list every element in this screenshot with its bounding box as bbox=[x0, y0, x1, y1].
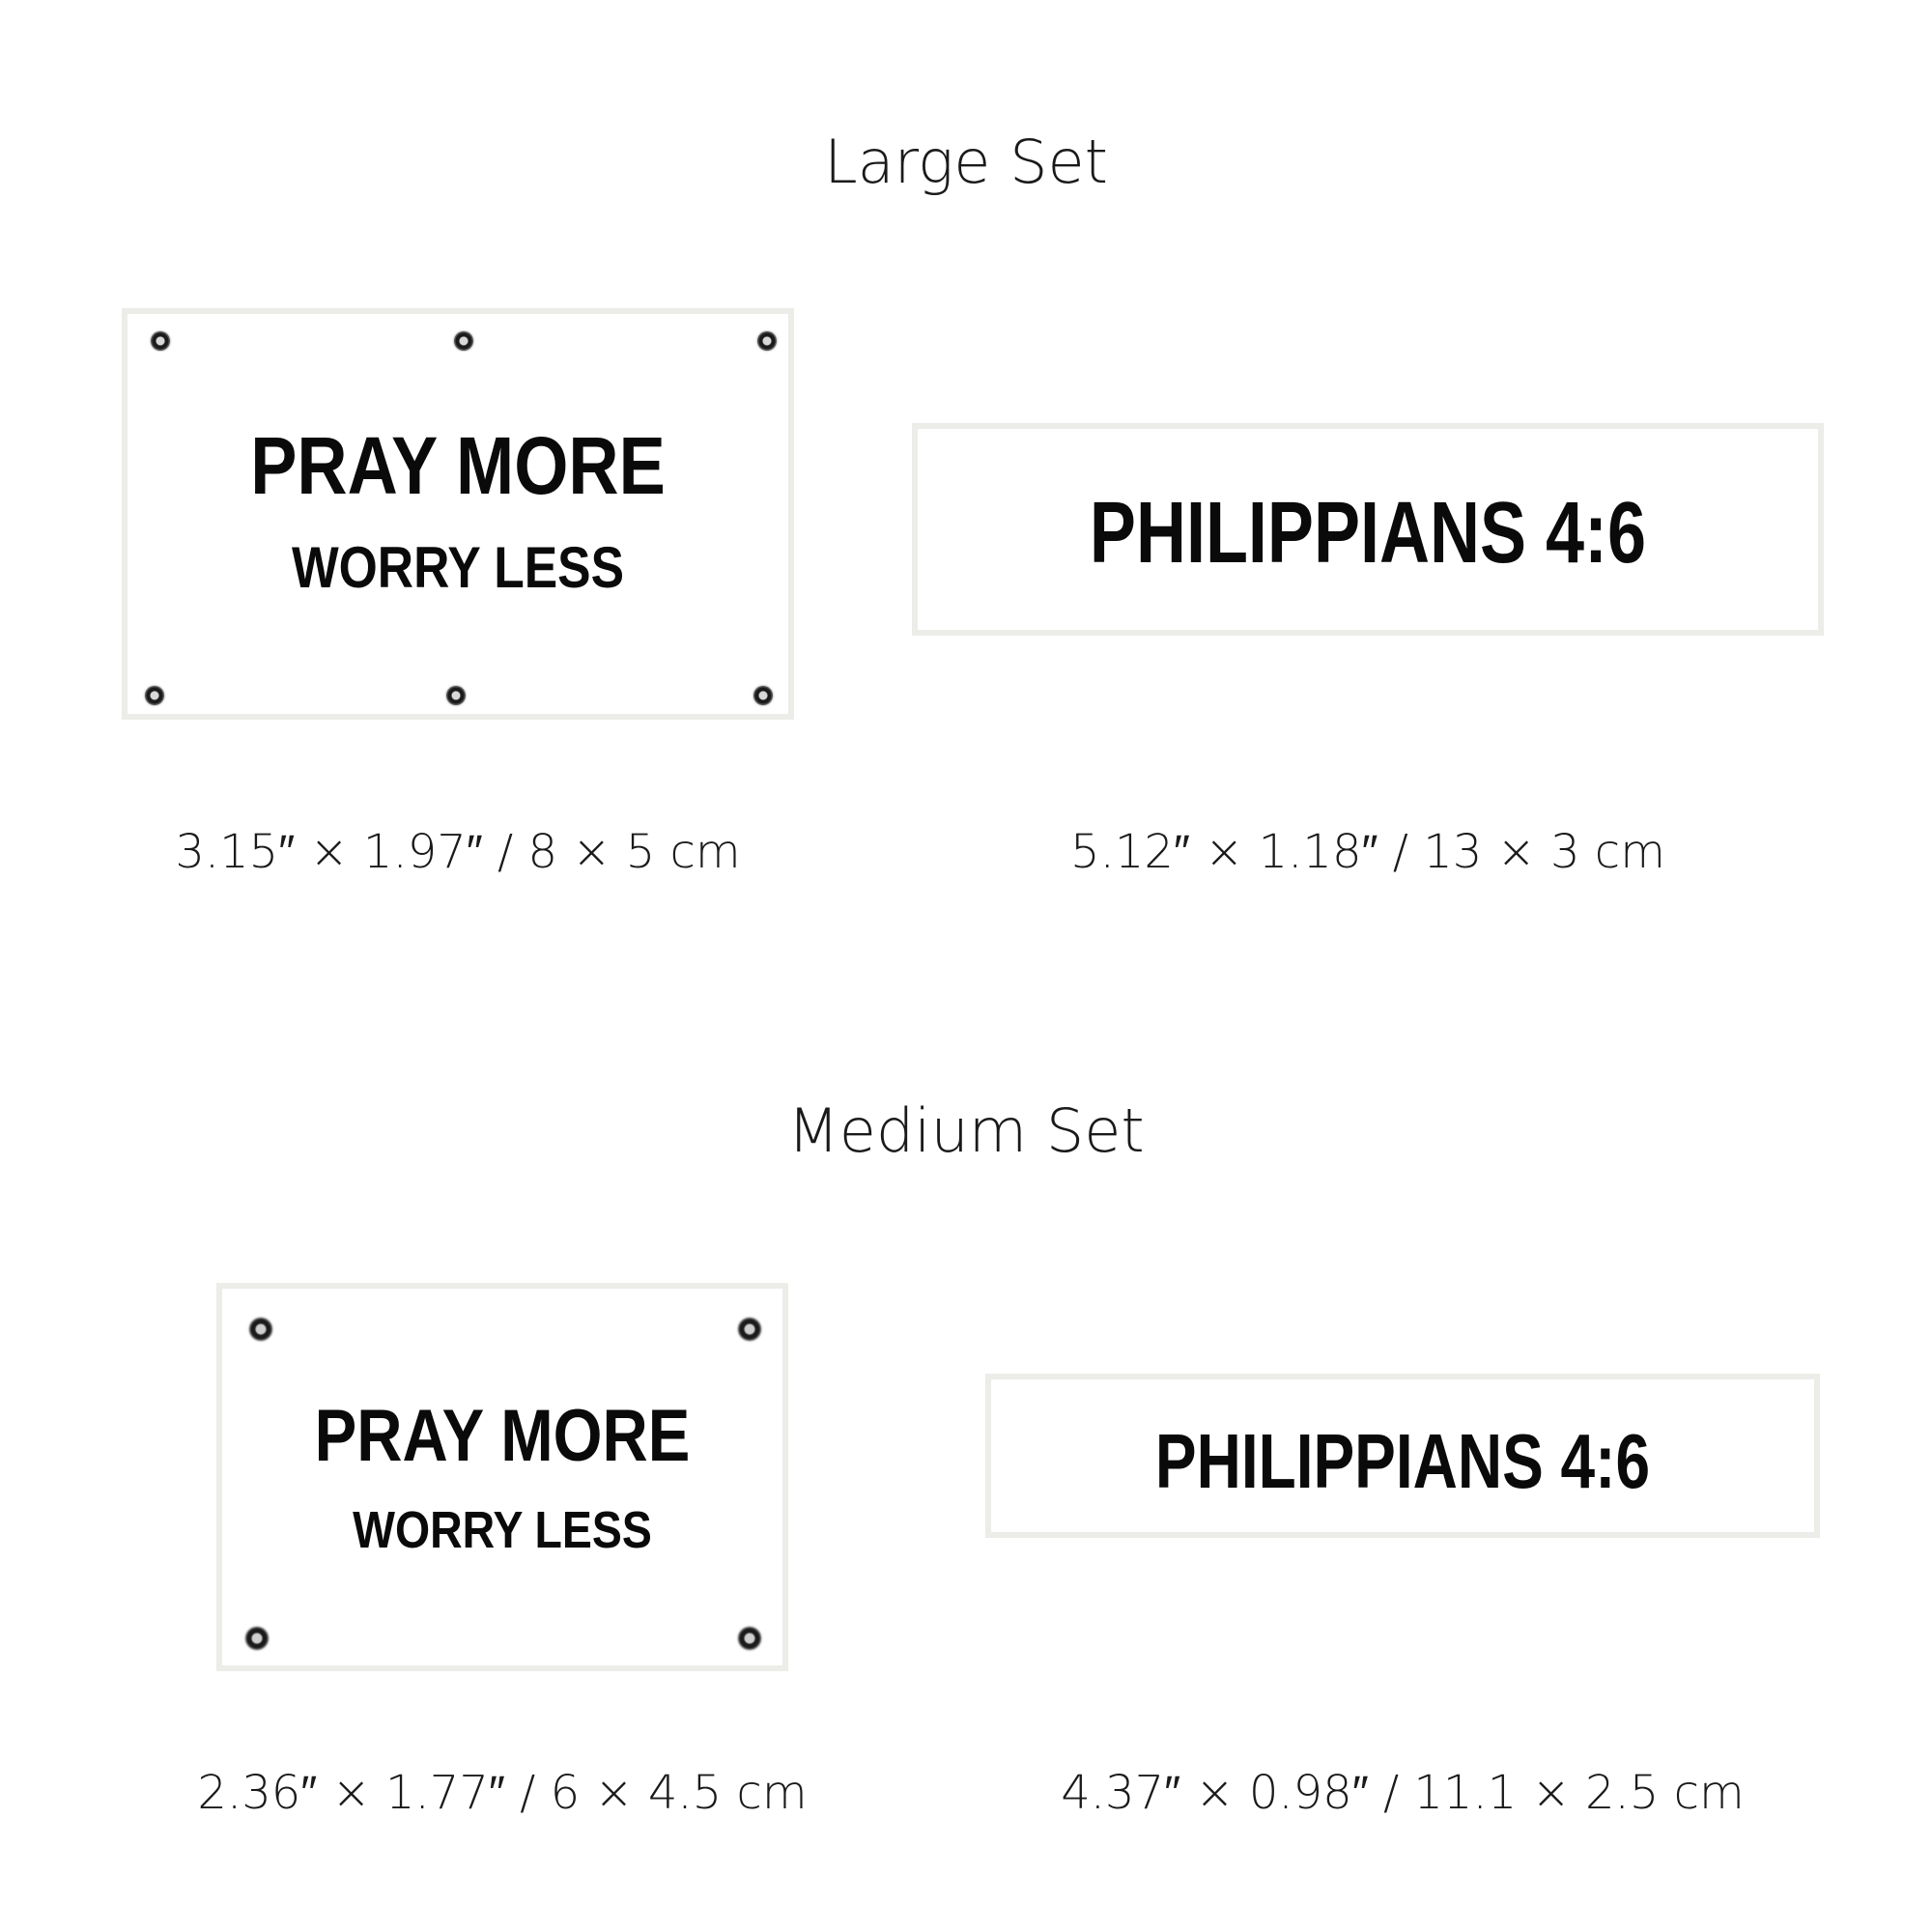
screw-hole-icon bbox=[757, 331, 777, 351]
screw-hole-icon bbox=[446, 686, 466, 705]
plate-line-primary: PRAY MORE bbox=[250, 420, 666, 511]
screw-hole-icon bbox=[249, 1318, 272, 1341]
medium-small-plate-size: 2.36″ × 1.77″ / 6 × 4.5 cm bbox=[197, 1766, 808, 1820]
large-plate-pray-more bbox=[122, 308, 794, 720]
medium-plate-philippians bbox=[985, 1374, 1820, 1538]
plate-line-primary: PHILIPPIANS 4:6 bbox=[1154, 1418, 1651, 1504]
large-set-title: Large Set bbox=[824, 127, 1108, 197]
medium-plate-pray-more bbox=[216, 1283, 788, 1671]
large-plate-philippians bbox=[912, 423, 1824, 636]
large-small-plate-size: 3.15″ × 1.97″ / 8 × 5 cm bbox=[175, 825, 741, 879]
plate-line-primary: PHILIPPIANS 4:6 bbox=[1089, 485, 1647, 582]
medium-wide-plate-size: 4.37″ × 0.98″ / 11.1 × 2.5 cm bbox=[1061, 1766, 1745, 1820]
large-wide-plate-size: 5.12″ × 1.18″ / 13 × 3 cm bbox=[1070, 825, 1665, 879]
screw-hole-icon bbox=[738, 1318, 761, 1341]
screw-hole-icon bbox=[753, 686, 773, 705]
screw-hole-icon bbox=[145, 686, 164, 705]
screw-hole-icon bbox=[454, 331, 473, 351]
screw-hole-icon bbox=[151, 331, 170, 351]
screw-hole-icon bbox=[738, 1627, 761, 1650]
screw-hole-icon bbox=[245, 1627, 269, 1650]
plate-line-secondary: WORRY LESS bbox=[291, 535, 625, 600]
plate-line-primary: PRAY MORE bbox=[314, 1395, 691, 1477]
medium-set-title: Medium Set bbox=[787, 1095, 1145, 1166]
plate-line-secondary: WORRY LESS bbox=[353, 1501, 652, 1559]
